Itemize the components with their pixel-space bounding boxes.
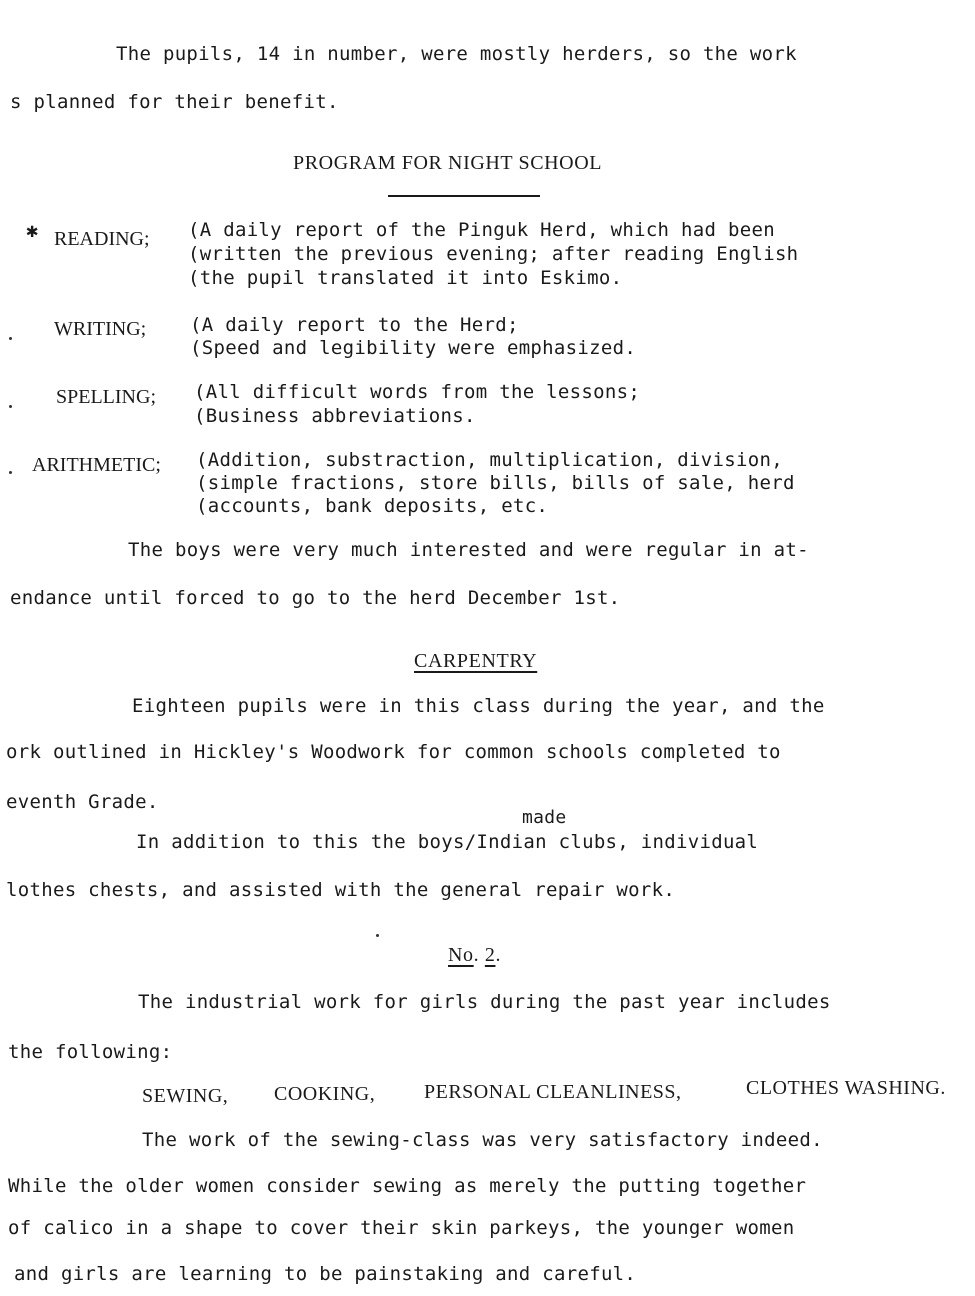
no2-line-1: The industrial work for girls during the past year includes <box>138 991 831 1013</box>
arithmetic-line-2: (simple fractions, store bills, bills of sale, herd <box>196 472 795 494</box>
no2-heading-no: No <box>448 944 474 966</box>
no2-line-3: The work of the sewing-class was very satisfactory indeed. <box>142 1129 823 1151</box>
reading-line-3: (the pupil translated it into Eskimo. <box>188 267 623 289</box>
no2-line-5: of calico in a shape to cover their skin parkeys, the younger women <box>8 1217 795 1239</box>
spelling-line-2: (Business abbreviations. <box>194 405 476 427</box>
no2-heading: No. 2. <box>448 944 502 966</box>
reading-line-1: (A daily report of the Pinguk Herd, which had been <box>188 219 775 241</box>
carpentry-heading: CARPENTRY <box>414 650 538 672</box>
margin-dot <box>9 471 12 474</box>
intro-line-1: The pupils, 14 in number, were mostly herders, so the work <box>116 43 797 65</box>
topic-cooking: COOKING, <box>274 1083 376 1105</box>
topic-clothes-washing: CLOTHES WASHING. <box>746 1077 946 1099</box>
no2-line-2: the following: <box>8 1041 173 1063</box>
arithmetic-label: ARITHMETIC; <box>32 454 161 476</box>
stray-dot <box>376 934 379 937</box>
spelling-label: SPELLING; <box>56 386 156 408</box>
no2-line-4: While the older women consider sewing as merely the putting together <box>8 1175 807 1197</box>
reading-line-2: (written the previous evening; after reading English <box>188 243 799 265</box>
program-heading: PROGRAM FOR NIGHT SCHOOL <box>293 152 603 174</box>
arithmetic-line-1: (Addition, substraction, multiplication, division, <box>196 449 783 471</box>
carpentry-line-1: Eighteen pupils were in this class during the year, and the <box>132 695 825 717</box>
topic-personal-cleanliness: PERSONAL CLEANLINESS, <box>424 1081 682 1103</box>
carpentry-line-3: eventh Grade. <box>6 791 159 813</box>
intro-line-2: s planned for their benefit. <box>10 91 339 113</box>
carpentry-line-5: lothes chests, and assisted with the general repair work. <box>6 879 676 901</box>
heading-rule <box>388 195 540 197</box>
writing-label: WRITING; <box>54 318 147 340</box>
no2-line-6: and girls are learning to be painstaking and careful. <box>14 1263 637 1285</box>
carpentry-line-4: In addition to this the boys/Indian clubs, individual <box>136 831 759 853</box>
margin-dot <box>9 337 12 340</box>
arithmetic-line-3: (accounts, bank deposits, etc. <box>196 495 549 517</box>
program-closing-line-1: The boys were very much interested and were regular in at- <box>128 539 809 561</box>
reading-label: READING; <box>54 228 150 250</box>
writing-line-2: (Speed and legibility were emphasized. <box>190 337 637 359</box>
spelling-line-1: (All difficult words from the lessons; <box>194 381 641 403</box>
carpentry-insert: made <box>522 807 567 828</box>
carpentry-line-2: ork outlined in Hickley's Woodwork for common schools completed to <box>6 741 781 763</box>
margin-dot <box>9 405 12 408</box>
writing-line-1: (A daily report to the Herd; <box>190 314 519 336</box>
asterisk-mark: ✱ <box>26 218 39 242</box>
program-closing-line-2: endance until forced to go to the herd December 1st. <box>10 587 621 609</box>
topic-sewing: SEWING, <box>142 1085 229 1107</box>
no2-heading-num: 2 <box>484 944 496 966</box>
